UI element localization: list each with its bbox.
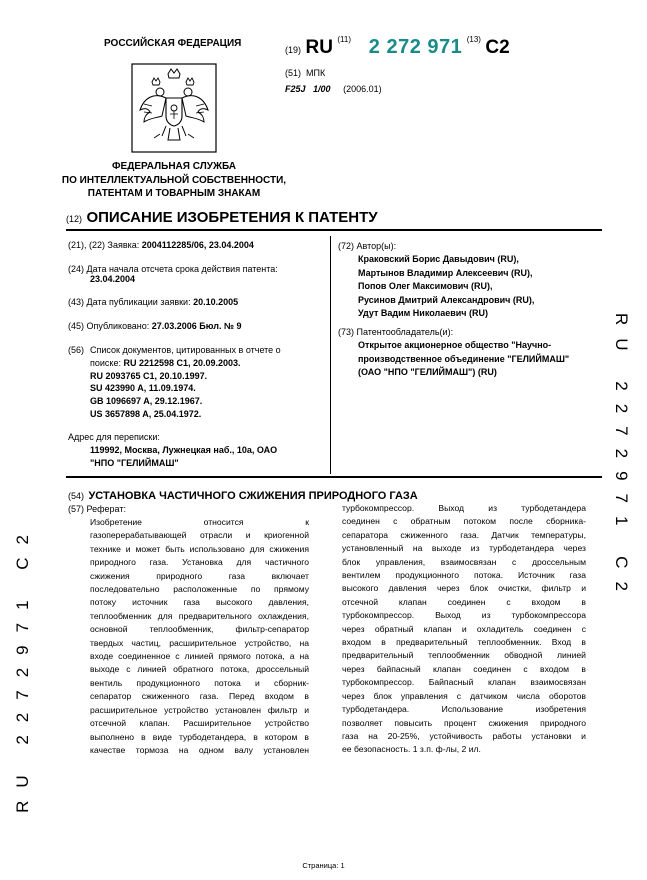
author: Русинов Дмитрий Александрович (RU),	[358, 294, 535, 305]
code-11: (11)	[337, 35, 352, 44]
abstract-line: твердых частиц, расширительное устройство, на	[90, 637, 309, 648]
code-13: (13)	[466, 35, 481, 44]
field-45-value: 27.03.2006 Бюл. № 9	[151, 321, 242, 331]
field-72-label: (72) Автор(ы):	[338, 241, 397, 251]
address-line-2: "НПО "ГЕЛИЙМАШ"	[90, 458, 179, 468]
title-underline	[66, 229, 602, 231]
owner-line-2: производственное объединение "ГЕЛИЙМАШ"	[358, 353, 570, 364]
abstract-line: вентиль продукционного потока и сборник-	[90, 677, 309, 688]
abstract-line: блок управления, взаимосвязан с дроссельным	[342, 556, 586, 567]
agency-line-2: ПО ИНТЕЛЛЕКТУАЛЬНОЙ СОБСТВЕННОСТИ,	[61, 174, 287, 186]
abstract-line: высокого давления через блок очистки, фильтр и	[342, 583, 586, 594]
abstract-line: Изобретение относится к	[90, 517, 309, 527]
field-45-label: Опубликовано:	[86, 321, 150, 331]
kind-code: C2	[485, 37, 510, 58]
abstract-line: входе соединенное с линией прямого потока, а на	[90, 651, 309, 662]
owner-line-1: Открытое акционерное общество "Научно-	[358, 340, 552, 351]
invention-title-text: УСТАНОВКА ЧАСТИЧНОГО СЖИЖЕНИЯ ПРИРОДНОГО ГАЗА	[88, 490, 418, 502]
field-43-label: Дата публикации заявки:	[86, 297, 191, 307]
abstract-line: потоку источник газа высокого давления,	[90, 597, 309, 608]
abstract-left-column	[90, 516, 309, 757]
abstract-line: теплообменник для предварительного охлаждения,	[90, 610, 309, 621]
abstract-line: предварительный теплообменник обводной линией	[342, 650, 586, 661]
abstract-line: позволяет повысить процент сжижения природного	[342, 717, 586, 728]
agency-line-1: ФЕДЕРАЛЬНАЯ СЛУЖБА	[111, 161, 237, 172]
field-21	[68, 240, 328, 250]
field-24-code: (24)	[68, 264, 85, 274]
abstract-line: через обратный клапан и охладитель соединен с	[342, 623, 586, 634]
field-43	[68, 297, 238, 307]
abstract-line: последовательно расположенные по прямому	[90, 584, 309, 595]
field-24-label: Дата начала отсчета срока действия патента:	[86, 264, 278, 274]
authors-list	[338, 253, 600, 320]
field-72	[338, 240, 600, 320]
ipc-group: 1/00	[313, 84, 331, 94]
abstract-right-column	[342, 502, 586, 757]
abstract-line: через байпасный клапан соединен с входом в	[342, 663, 586, 674]
page-footer: Страница: 1	[302, 861, 345, 870]
cited-doc: SU 423990 A, 11.09.1974.	[90, 383, 196, 394]
field-45	[68, 321, 242, 331]
abstract-label: (57) Реферат:	[68, 504, 126, 514]
abstract-line: соединен с обратным потоком после сборника-	[342, 516, 586, 527]
abstract-line: входом в предварительный теплообменник. Вход в	[342, 637, 586, 648]
field-56	[68, 344, 308, 421]
abstract-line: вентилем продукционного потока. Источник газа	[342, 570, 586, 581]
code-12: (12)	[66, 214, 83, 224]
abstract-line: сепаратор сжиженного газа. Перед входом в	[90, 691, 309, 702]
cited-docs-list	[68, 370, 308, 421]
ipc-line	[285, 84, 382, 94]
agency-line-3: ПАТЕНТАМ И ТОВАРНЫМ ЗНАКАМ	[87, 188, 261, 199]
country-code: RU	[305, 37, 333, 58]
field-56-label: Список документов, цитированных в отчете о поиске:	[90, 345, 281, 368]
field-56-first-doc: RU 2212598 C1, 20.09.2003.	[123, 357, 241, 368]
field-56-code: (56)	[68, 345, 85, 355]
field-24	[68, 264, 328, 284]
abstract-line: турбодетандера. Использование изобретения	[342, 704, 586, 715]
patent-number: 2 272 971	[368, 36, 463, 58]
field-21-value: 2004112285/06, 23.04.2004	[141, 240, 254, 250]
ipc-class: F25J	[285, 84, 306, 94]
patent-number-line	[285, 36, 510, 59]
abstract-line: турбокомпрессор. Байпасный клапан взаимосвязан	[342, 677, 586, 688]
address-block	[68, 431, 328, 470]
abstract-line: отсечной клапан соединен с входом в	[342, 596, 586, 607]
abstract-line: выходе с линией обратного потока, дроссельный	[90, 664, 309, 675]
abstract-line: выполнено в виде турбодетандера, в котором в	[90, 731, 309, 742]
abstract-line: сепаратора сжиженного газа. Датчик температуры,	[342, 529, 586, 540]
author: Попов Олег Максимович (RU),	[358, 281, 493, 292]
abstract-line: турбокомпрессор. Выход из турбокомпрессора	[342, 610, 586, 621]
owner-line-3: (ОАО "НПО "ГЕЛИЙМАШ") (RU)	[358, 367, 497, 378]
abstract-line: сжижения природного газа включает	[90, 570, 309, 581]
field-24-value: 23.04.2004	[90, 274, 136, 284]
country-name: РОССИЙСКАЯ ФЕДЕРАЦИЯ	[104, 38, 242, 49]
side-code-left: RU 2272971 C2	[13, 522, 32, 813]
ipc-version: (2006.01)	[343, 84, 382, 94]
field-73-label: (73) Патентообладатель(и):	[338, 327, 454, 337]
abstract-line: отсечной клапан. Расширительное устройство	[90, 718, 309, 729]
field-43-code: (43)	[68, 297, 85, 307]
abstract-line: качестве тормоза на одном валу установлен	[90, 744, 309, 755]
agency-name	[56, 160, 292, 201]
author: Краковский Борис Давыдович (RU),	[358, 254, 519, 265]
section-separator	[66, 476, 602, 478]
abstract-line: расширительное устройство установлен фильтр и	[90, 704, 309, 715]
abstract-line: через блок управления с датчиком числа оборотов	[342, 690, 586, 701]
field-21-label: (21), (22) Заявка:	[68, 240, 140, 250]
cited-doc: RU 2093765 C1, 20.10.1997.	[90, 370, 208, 381]
title-text: ОПИСАНИЕ ИЗОБРЕТЕНИЯ К ПАТЕНТУ	[86, 209, 378, 226]
address-label: Адрес для переписки:	[68, 432, 160, 442]
abstract-line: природного газа. Установка для частичного	[90, 557, 309, 568]
column-divider	[330, 236, 331, 474]
mpk-line	[285, 68, 325, 78]
abstract-line: газоперерабатывающей отрасли и криогенной	[90, 530, 309, 541]
code-51: (51)	[285, 68, 302, 78]
side-code-right: RU 2272971 C2	[612, 313, 631, 604]
code-54: (54)	[68, 491, 85, 501]
field-43-value: 20.10.2005	[193, 297, 239, 307]
document-title	[66, 209, 378, 227]
abstract-line: газа на 20-25%, устойчивость работы установки и	[342, 730, 586, 741]
coat-of-arms-emblem	[130, 62, 218, 154]
abstract-line: основной теплообменник, фильтр-сепаратор	[90, 624, 309, 635]
mpk-label: МПК	[306, 68, 326, 78]
abstract-line: установленный на выходе из турбодетандера через	[342, 543, 586, 554]
author: Удут Вадим Николаевич (RU)	[358, 308, 488, 319]
address-line-1: 119992, Москва, Лужнецкая наб., 10а, ОАО	[90, 445, 278, 455]
cited-doc: GB 1096697 A, 29.12.1967.	[90, 396, 203, 407]
abstract-line: ее безопасность. 1 з.п. ф-лы, 2 ил.	[342, 744, 481, 755]
abstract-line: турбокомпрессор. Выход из турбодетандера	[342, 503, 586, 513]
author: Мартынов Владимир Алексеевич (RU),	[358, 267, 533, 278]
field-73	[338, 326, 600, 380]
field-45-code: (45)	[68, 321, 85, 331]
code-19: (19)	[285, 45, 302, 55]
abstract-line: технике и может быть использовано для сжижения	[90, 543, 309, 554]
cited-doc: US 3657898 A, 25.04.1972.	[90, 408, 202, 419]
